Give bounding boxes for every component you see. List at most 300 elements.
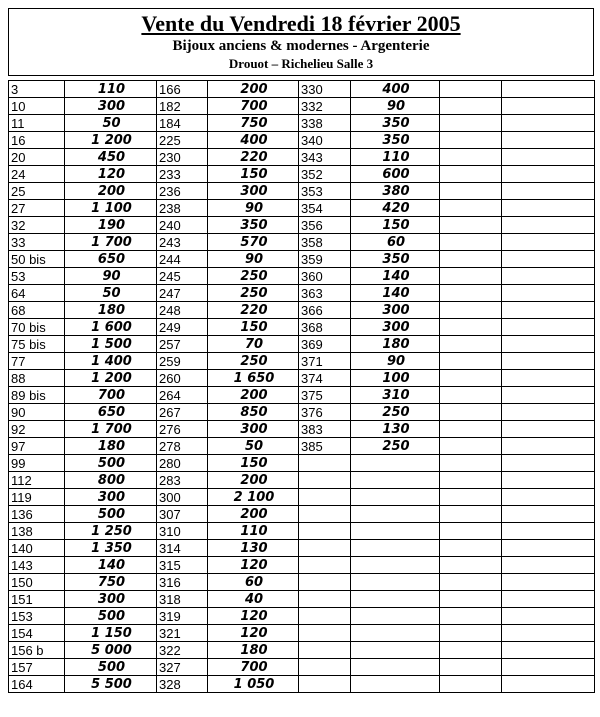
price-cell: [502, 353, 595, 370]
price-cell: [351, 489, 440, 506]
price-cell: 200: [208, 81, 299, 98]
price-cell: [351, 540, 440, 557]
lot-number-cell: [299, 472, 351, 489]
price-cell: 400: [351, 81, 440, 98]
lot-number-cell: [440, 115, 502, 132]
lot-number-cell: [440, 268, 502, 285]
lot-number-cell: 352: [299, 166, 351, 183]
price-cell: 2 100: [208, 489, 299, 506]
price-cell: 1 100: [65, 200, 157, 217]
price-cell: 1 500: [65, 336, 157, 353]
price-cell: [351, 557, 440, 574]
price-cell: 120: [208, 625, 299, 642]
lot-number-cell: [440, 540, 502, 557]
price-cell: [351, 523, 440, 540]
lot-number-cell: [299, 557, 351, 574]
lot-number-cell: 89 bis: [9, 387, 65, 404]
lot-number-cell: [299, 642, 351, 659]
lot-number-cell: 330: [299, 81, 351, 98]
table-row: [9, 98, 595, 115]
price-cell: 90: [351, 353, 440, 370]
lot-number-cell: 240: [157, 217, 208, 234]
table-row: [9, 387, 595, 404]
price-cell: [351, 506, 440, 523]
results-table-body: [9, 81, 595, 693]
lot-number-cell: [440, 574, 502, 591]
lot-number-cell: 328: [157, 676, 208, 693]
lot-number-cell: 136: [9, 506, 65, 523]
lot-number-cell: 385: [299, 438, 351, 455]
table-row: [9, 132, 595, 149]
lot-number-cell: 99: [9, 455, 65, 472]
lot-number-cell: [440, 676, 502, 693]
price-cell: 190: [65, 217, 157, 234]
lot-number-cell: 88: [9, 370, 65, 387]
lot-number-cell: [440, 98, 502, 115]
price-cell: [502, 404, 595, 421]
table-row: [9, 506, 595, 523]
lot-number-cell: 278: [157, 438, 208, 455]
price-cell: 90: [208, 200, 299, 217]
price-cell: 500: [65, 506, 157, 523]
price-cell: 180: [351, 336, 440, 353]
lot-number-cell: 164: [9, 676, 65, 693]
lot-number-cell: [440, 285, 502, 302]
lot-number-cell: 236: [157, 183, 208, 200]
lot-number-cell: 310: [157, 523, 208, 540]
lot-number-cell: [440, 421, 502, 438]
sale-subtitle: Bijoux anciens & modernes - Argenterie: [172, 38, 430, 54]
lot-number-cell: 358: [299, 234, 351, 251]
table-row: [9, 200, 595, 217]
price-cell: 60: [351, 234, 440, 251]
lot-number-cell: 322: [157, 642, 208, 659]
price-cell: 380: [351, 183, 440, 200]
lot-number-cell: [440, 200, 502, 217]
sale-venue: Drouot – Richelieu Salle 3: [228, 56, 374, 71]
price-cell: 110: [208, 523, 299, 540]
table-row: [9, 302, 595, 319]
price-cell: [351, 591, 440, 608]
lot-number-cell: 138: [9, 523, 65, 540]
price-cell: 1 200: [65, 370, 157, 387]
lot-number-cell: 319: [157, 608, 208, 625]
lot-number-cell: 327: [157, 659, 208, 676]
lot-number-cell: 343: [299, 149, 351, 166]
price-cell: 350: [351, 251, 440, 268]
lot-number-cell: [440, 438, 502, 455]
lot-number-cell: 151: [9, 591, 65, 608]
lot-number-cell: 354: [299, 200, 351, 217]
table-row: [9, 268, 595, 285]
price-cell: 250: [208, 285, 299, 302]
lot-number-cell: 32: [9, 217, 65, 234]
lot-number-cell: [440, 217, 502, 234]
lot-number-cell: 360: [299, 268, 351, 285]
price-cell: 200: [208, 506, 299, 523]
lot-number-cell: 244: [157, 251, 208, 268]
price-cell: 220: [208, 302, 299, 319]
price-cell: 60: [208, 574, 299, 591]
price-cell: [502, 523, 595, 540]
lot-number-cell: [440, 659, 502, 676]
lot-number-cell: [299, 523, 351, 540]
price-cell: [502, 625, 595, 642]
price-cell: 1 700: [65, 421, 157, 438]
price-cell: 570: [208, 234, 299, 251]
lot-number-cell: 53: [9, 268, 65, 285]
price-cell: [502, 149, 595, 166]
price-cell: 300: [65, 591, 157, 608]
lot-number-cell: 264: [157, 387, 208, 404]
lot-number-cell: 338: [299, 115, 351, 132]
table-row: [9, 659, 595, 676]
price-cell: 650: [65, 404, 157, 421]
table-row: [9, 370, 595, 387]
table-row: [9, 523, 595, 540]
lot-number-cell: 248: [157, 302, 208, 319]
table-row: [9, 285, 595, 302]
lot-number-cell: 156 b: [9, 642, 65, 659]
table-row: [9, 81, 595, 98]
price-cell: 150: [208, 319, 299, 336]
price-cell: 350: [208, 217, 299, 234]
price-cell: [502, 574, 595, 591]
lot-number-cell: 368: [299, 319, 351, 336]
lot-number-cell: 267: [157, 404, 208, 421]
price-cell: [502, 251, 595, 268]
price-cell: 1 250: [65, 523, 157, 540]
lot-number-cell: [299, 659, 351, 676]
table-row: [9, 455, 595, 472]
price-cell: [502, 98, 595, 115]
price-cell: [502, 506, 595, 523]
sale-title: Vente du Vendredi 18 février 2005: [141, 11, 461, 36]
price-cell: 140: [351, 268, 440, 285]
lot-number-cell: [299, 574, 351, 591]
price-cell: 500: [65, 659, 157, 676]
price-cell: 700: [65, 387, 157, 404]
table-row: [9, 115, 595, 132]
lot-number-cell: 259: [157, 353, 208, 370]
lot-number-cell: 70 bis: [9, 319, 65, 336]
price-cell: 90: [208, 251, 299, 268]
lot-number-cell: [440, 166, 502, 183]
lot-number-cell: 276: [157, 421, 208, 438]
price-cell: 300: [351, 319, 440, 336]
lot-number-cell: 140: [9, 540, 65, 557]
lot-number-cell: 112: [9, 472, 65, 489]
lot-number-cell: 50 bis: [9, 251, 65, 268]
price-cell: 450: [65, 149, 157, 166]
lot-number-cell: [440, 608, 502, 625]
price-cell: 250: [351, 438, 440, 455]
lot-number-cell: [440, 404, 502, 421]
price-cell: 500: [65, 608, 157, 625]
lot-number-cell: 353: [299, 183, 351, 200]
price-cell: 750: [208, 115, 299, 132]
table-row: [9, 251, 595, 268]
price-cell: 1 700: [65, 234, 157, 251]
price-cell: 110: [65, 81, 157, 98]
price-cell: 250: [351, 404, 440, 421]
price-cell: 120: [208, 608, 299, 625]
price-cell: 250: [208, 353, 299, 370]
lot-number-cell: 233: [157, 166, 208, 183]
lot-number-cell: 363: [299, 285, 351, 302]
price-cell: [502, 659, 595, 676]
lot-number-cell: [440, 302, 502, 319]
table-row: [9, 217, 595, 234]
price-cell: 150: [208, 166, 299, 183]
lot-number-cell: 75 bis: [9, 336, 65, 353]
price-cell: [502, 608, 595, 625]
price-cell: 800: [65, 472, 157, 489]
lot-number-cell: 90: [9, 404, 65, 421]
table-row: [9, 608, 595, 625]
lot-number-cell: [299, 625, 351, 642]
price-cell: [502, 591, 595, 608]
price-cell: [351, 455, 440, 472]
lot-number-cell: [440, 642, 502, 659]
lot-number-cell: 184: [157, 115, 208, 132]
table-row: [9, 472, 595, 489]
price-cell: [351, 608, 440, 625]
price-cell: 180: [65, 438, 157, 455]
lot-number-cell: [440, 591, 502, 608]
price-cell: 150: [351, 217, 440, 234]
price-cell: [502, 319, 595, 336]
lot-number-cell: 369: [299, 336, 351, 353]
price-cell: [502, 268, 595, 285]
lot-number-cell: [299, 676, 351, 693]
lot-number-cell: 33: [9, 234, 65, 251]
price-cell: [502, 557, 595, 574]
price-cell: 420: [351, 200, 440, 217]
lot-number-cell: 11: [9, 115, 65, 132]
price-cell: [502, 217, 595, 234]
price-cell: [502, 200, 595, 217]
lot-number-cell: [299, 455, 351, 472]
results-table: [8, 80, 595, 693]
lot-number-cell: 318: [157, 591, 208, 608]
lot-number-cell: 27: [9, 200, 65, 217]
lot-number-cell: 307: [157, 506, 208, 523]
lot-number-cell: 260: [157, 370, 208, 387]
price-cell: [502, 387, 595, 404]
price-cell: [502, 472, 595, 489]
price-cell: 120: [208, 557, 299, 574]
price-cell: [351, 642, 440, 659]
price-cell: 50: [65, 115, 157, 132]
lot-number-cell: 280: [157, 455, 208, 472]
price-cell: [502, 132, 595, 149]
lot-number-cell: 257: [157, 336, 208, 353]
price-cell: 90: [351, 98, 440, 115]
lot-number-cell: 283: [157, 472, 208, 489]
price-cell: 300: [65, 98, 157, 115]
price-cell: [351, 472, 440, 489]
price-cell: [502, 370, 595, 387]
price-cell: 300: [65, 489, 157, 506]
table-row: [9, 591, 595, 608]
price-cell: 1 400: [65, 353, 157, 370]
lot-number-cell: [440, 132, 502, 149]
lot-number-cell: 356: [299, 217, 351, 234]
lot-number-cell: 249: [157, 319, 208, 336]
lot-number-cell: 300: [157, 489, 208, 506]
table-row: [9, 557, 595, 574]
lot-number-cell: [440, 557, 502, 574]
lot-number-cell: [440, 251, 502, 268]
price-cell: 750: [65, 574, 157, 591]
price-cell: [502, 183, 595, 200]
table-row: [9, 149, 595, 166]
lot-number-cell: [440, 336, 502, 353]
lot-number-cell: 315: [157, 557, 208, 574]
table-row: [9, 404, 595, 421]
price-cell: 50: [65, 285, 157, 302]
lot-number-cell: [440, 183, 502, 200]
price-cell: [502, 115, 595, 132]
lot-number-cell: [440, 387, 502, 404]
lot-number-cell: 371: [299, 353, 351, 370]
price-cell: 180: [208, 642, 299, 659]
lot-number-cell: 153: [9, 608, 65, 625]
header-box: [8, 8, 594, 76]
price-cell: 310: [351, 387, 440, 404]
table-row: [9, 183, 595, 200]
lot-number-cell: 154: [9, 625, 65, 642]
price-cell: 350: [351, 132, 440, 149]
price-cell: [502, 438, 595, 455]
table-row: [9, 353, 595, 370]
lot-number-cell: 247: [157, 285, 208, 302]
price-cell: 500: [65, 455, 157, 472]
table-row: [9, 336, 595, 353]
lot-number-cell: [440, 81, 502, 98]
lot-number-cell: 68: [9, 302, 65, 319]
price-cell: 70: [208, 336, 299, 353]
price-cell: [502, 676, 595, 693]
lot-number-cell: [299, 489, 351, 506]
table-row: [9, 438, 595, 455]
lot-number-cell: 359: [299, 251, 351, 268]
price-cell: 150: [208, 455, 299, 472]
price-cell: 140: [65, 557, 157, 574]
price-cell: [502, 234, 595, 251]
lot-number-cell: [299, 608, 351, 625]
lot-number-cell: 77: [9, 353, 65, 370]
results-document: [8, 8, 594, 712]
lot-number-cell: 10: [9, 98, 65, 115]
lot-number-cell: 321: [157, 625, 208, 642]
price-cell: 600: [351, 166, 440, 183]
price-cell: 700: [208, 98, 299, 115]
price-cell: 140: [351, 285, 440, 302]
table-row: [9, 642, 595, 659]
price-cell: 40: [208, 591, 299, 608]
table-row: [9, 676, 595, 693]
lot-number-cell: [440, 625, 502, 642]
lot-number-cell: 97: [9, 438, 65, 455]
price-cell: [351, 659, 440, 676]
lot-number-cell: 92: [9, 421, 65, 438]
price-cell: [351, 625, 440, 642]
lot-number-cell: 3: [9, 81, 65, 98]
price-cell: 130: [208, 540, 299, 557]
lot-number-cell: [440, 455, 502, 472]
table-row: [9, 625, 595, 642]
lot-number-cell: 316: [157, 574, 208, 591]
price-cell: 1 050: [208, 676, 299, 693]
lot-number-cell: 375: [299, 387, 351, 404]
lot-number-cell: 157: [9, 659, 65, 676]
price-cell: [502, 302, 595, 319]
lot-number-cell: [299, 540, 351, 557]
price-cell: 350: [351, 115, 440, 132]
lot-number-cell: 383: [299, 421, 351, 438]
lot-number-cell: [299, 591, 351, 608]
price-cell: 200: [208, 387, 299, 404]
table-row: [9, 421, 595, 438]
lot-number-cell: [440, 489, 502, 506]
price-cell: 1 200: [65, 132, 157, 149]
price-cell: [502, 285, 595, 302]
lot-number-cell: 16: [9, 132, 65, 149]
price-cell: 1 650: [208, 370, 299, 387]
lot-number-cell: 24: [9, 166, 65, 183]
price-cell: 50: [208, 438, 299, 455]
table-row: [9, 319, 595, 336]
price-cell: 400: [208, 132, 299, 149]
price-cell: 200: [208, 472, 299, 489]
lot-number-cell: 64: [9, 285, 65, 302]
price-cell: 300: [208, 183, 299, 200]
lot-number-cell: [440, 319, 502, 336]
lot-number-cell: 166: [157, 81, 208, 98]
lot-number-cell: [440, 370, 502, 387]
price-cell: [502, 81, 595, 98]
price-cell: [502, 421, 595, 438]
price-cell: 1 150: [65, 625, 157, 642]
price-cell: 120: [65, 166, 157, 183]
price-cell: 300: [351, 302, 440, 319]
lot-number-cell: 119: [9, 489, 65, 506]
lot-number-cell: 182: [157, 98, 208, 115]
price-cell: [351, 574, 440, 591]
lot-number-cell: [440, 472, 502, 489]
lot-number-cell: [440, 523, 502, 540]
price-cell: [351, 676, 440, 693]
table-row: [9, 540, 595, 557]
price-cell: [502, 489, 595, 506]
price-cell: [502, 540, 595, 557]
table-row: [9, 574, 595, 591]
price-cell: 200: [65, 183, 157, 200]
lot-number-cell: 230: [157, 149, 208, 166]
price-cell: 5 500: [65, 676, 157, 693]
lot-number-cell: 25: [9, 183, 65, 200]
lot-number-cell: 366: [299, 302, 351, 319]
lot-number-cell: [440, 353, 502, 370]
price-cell: 700: [208, 659, 299, 676]
price-cell: 100: [351, 370, 440, 387]
price-cell: [502, 642, 595, 659]
lot-number-cell: [440, 506, 502, 523]
table-row: [9, 234, 595, 251]
lot-number-cell: 243: [157, 234, 208, 251]
